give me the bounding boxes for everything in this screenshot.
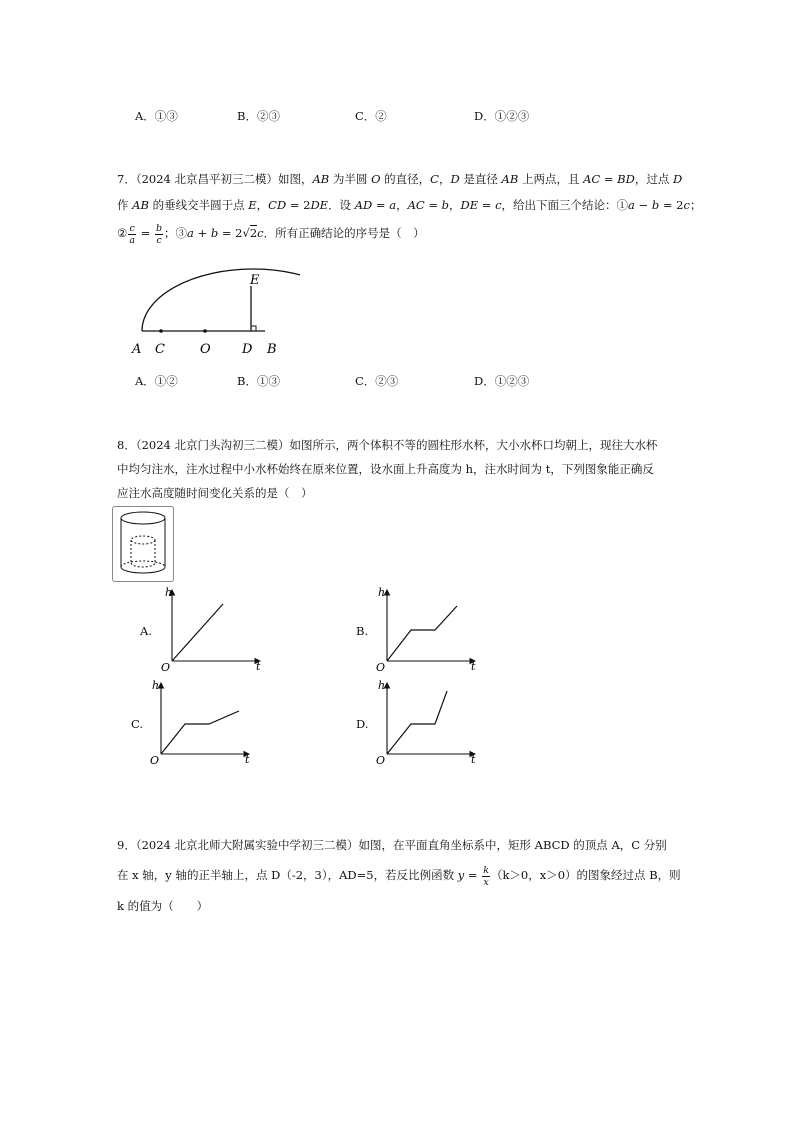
- q6-option-d[interactable]: D．①②③: [474, 109, 530, 123]
- q6-option-c[interactable]: C．②: [355, 109, 387, 123]
- graph-a-t-label: t: [256, 660, 261, 673]
- label-o: O: [200, 342, 211, 357]
- graph-c[interactable]: [149, 677, 259, 767]
- q6-option-b[interactable]: B．②③: [237, 109, 280, 123]
- graph-d[interactable]: [375, 677, 485, 767]
- q8-cylinder-figure: [113, 507, 173, 581]
- q8-line3: 应注水高度随时间变化关系的是（ ）: [117, 486, 313, 500]
- q7-option-a[interactable]: A．①②: [135, 374, 178, 388]
- q7-fraction-b-over-c: $\frac{b}{c}$: [155, 222, 163, 246]
- graph-b-origin-label: O: [376, 661, 386, 674]
- graph-a-label[interactable]: A.: [140, 624, 152, 638]
- graph-d-t-label: t: [471, 753, 476, 766]
- sqrt-sign: √: [242, 226, 250, 240]
- graph-d-curve: [387, 691, 447, 754]
- label-d: D: [242, 342, 253, 357]
- label-c: C: [155, 342, 165, 357]
- q7-option-c[interactable]: C．②③: [355, 374, 399, 388]
- graph-c-curve: [161, 711, 239, 754]
- label-b: B: [267, 342, 277, 357]
- graph-d-h-label: h: [378, 679, 386, 692]
- graph-d-label[interactable]: D.: [356, 717, 369, 731]
- q7-options: [0, 373, 792, 393]
- q6-option-a[interactable]: A．①③: [135, 109, 178, 123]
- q7-line2: 作 AB 的垂线交半圆于点 E，CD = 2DE．设 AD = a，AC = b，DE = c，给出下面三个结论：①a − b = 2c；: [117, 198, 702, 212]
- graph-b-h-label: h: [378, 586, 386, 599]
- label-a: A: [132, 342, 142, 357]
- q7-option-d[interactable]: D．①②③: [474, 374, 530, 388]
- graph-a-curve: [172, 604, 223, 661]
- q7-option-b[interactable]: B．①③: [237, 374, 280, 388]
- point-c: [159, 329, 163, 333]
- graph-b-curve: [387, 606, 457, 661]
- q9-line1: 9．（2024 北京北师大附属实验中学初三二模）如图，在平面直角坐标系中，矩形 ABCD 的顶点 A，C 分别: [117, 838, 667, 852]
- right-angle-mark: [251, 326, 256, 331]
- q7-line1: 7．（2024 北京昌平初三二模）如图，AB 为半圆 O 的直径，C，D 是直径 AB 上两点，且 AC = BD，过点 D: [117, 172, 683, 186]
- graph-c-origin-label: O: [150, 754, 160, 767]
- graph-d-origin-label: O: [376, 754, 386, 767]
- q7-semicircle-figure: [120, 262, 300, 360]
- point-o: [203, 329, 207, 333]
- q8-cylinder-frame: [112, 506, 174, 582]
- semicircle-arc: [142, 269, 300, 331]
- q8-line1: 8．（2024 北京门头沟初三二模）如图所示，两个体积不等的圆柱形水杯，大小水杯口均朝上，现往大水杯: [117, 438, 658, 452]
- graph-a-h-label: h: [165, 586, 173, 599]
- q7-line3: ② $\frac{c}{a}$ = $\frac{b}{c}$ ；③a + b = 2√2c．所有正确结论的序号是（ ）: [117, 222, 425, 246]
- q7-fraction-c-over-a: $\frac{c}{a}$: [129, 222, 135, 246]
- graph-a-origin-label: O: [161, 661, 171, 674]
- graph-c-t-label: t: [245, 753, 250, 766]
- graph-c-label[interactable]: C.: [131, 717, 144, 731]
- q6-options: [0, 108, 792, 128]
- q9-fraction-k-over-x: $\frac{k}{x}$: [483, 864, 489, 888]
- graph-c-h-label: h: [152, 679, 160, 692]
- label-e: E: [250, 273, 260, 288]
- graph-a[interactable]: [160, 584, 270, 674]
- q9-line2: 在 x 轴，y 轴的正半轴上，点 D（-2，3），AD=5，若反比例函数 y = $\frac{k}{x}$ （k＞0，x＞0）的图象经过点 B，则: [117, 864, 681, 888]
- graph-b-label[interactable]: B.: [356, 624, 369, 638]
- q9-line3: k 的值为（ ）: [117, 899, 209, 913]
- q8-line2: 中均匀注水，注水过程中小水杯始终在原来位置，设水面上升高度为 h，注水时间为 t，下列图象能正确反: [117, 462, 654, 476]
- graph-b[interactable]: [375, 584, 485, 674]
- graph-b-t-label: t: [471, 660, 476, 673]
